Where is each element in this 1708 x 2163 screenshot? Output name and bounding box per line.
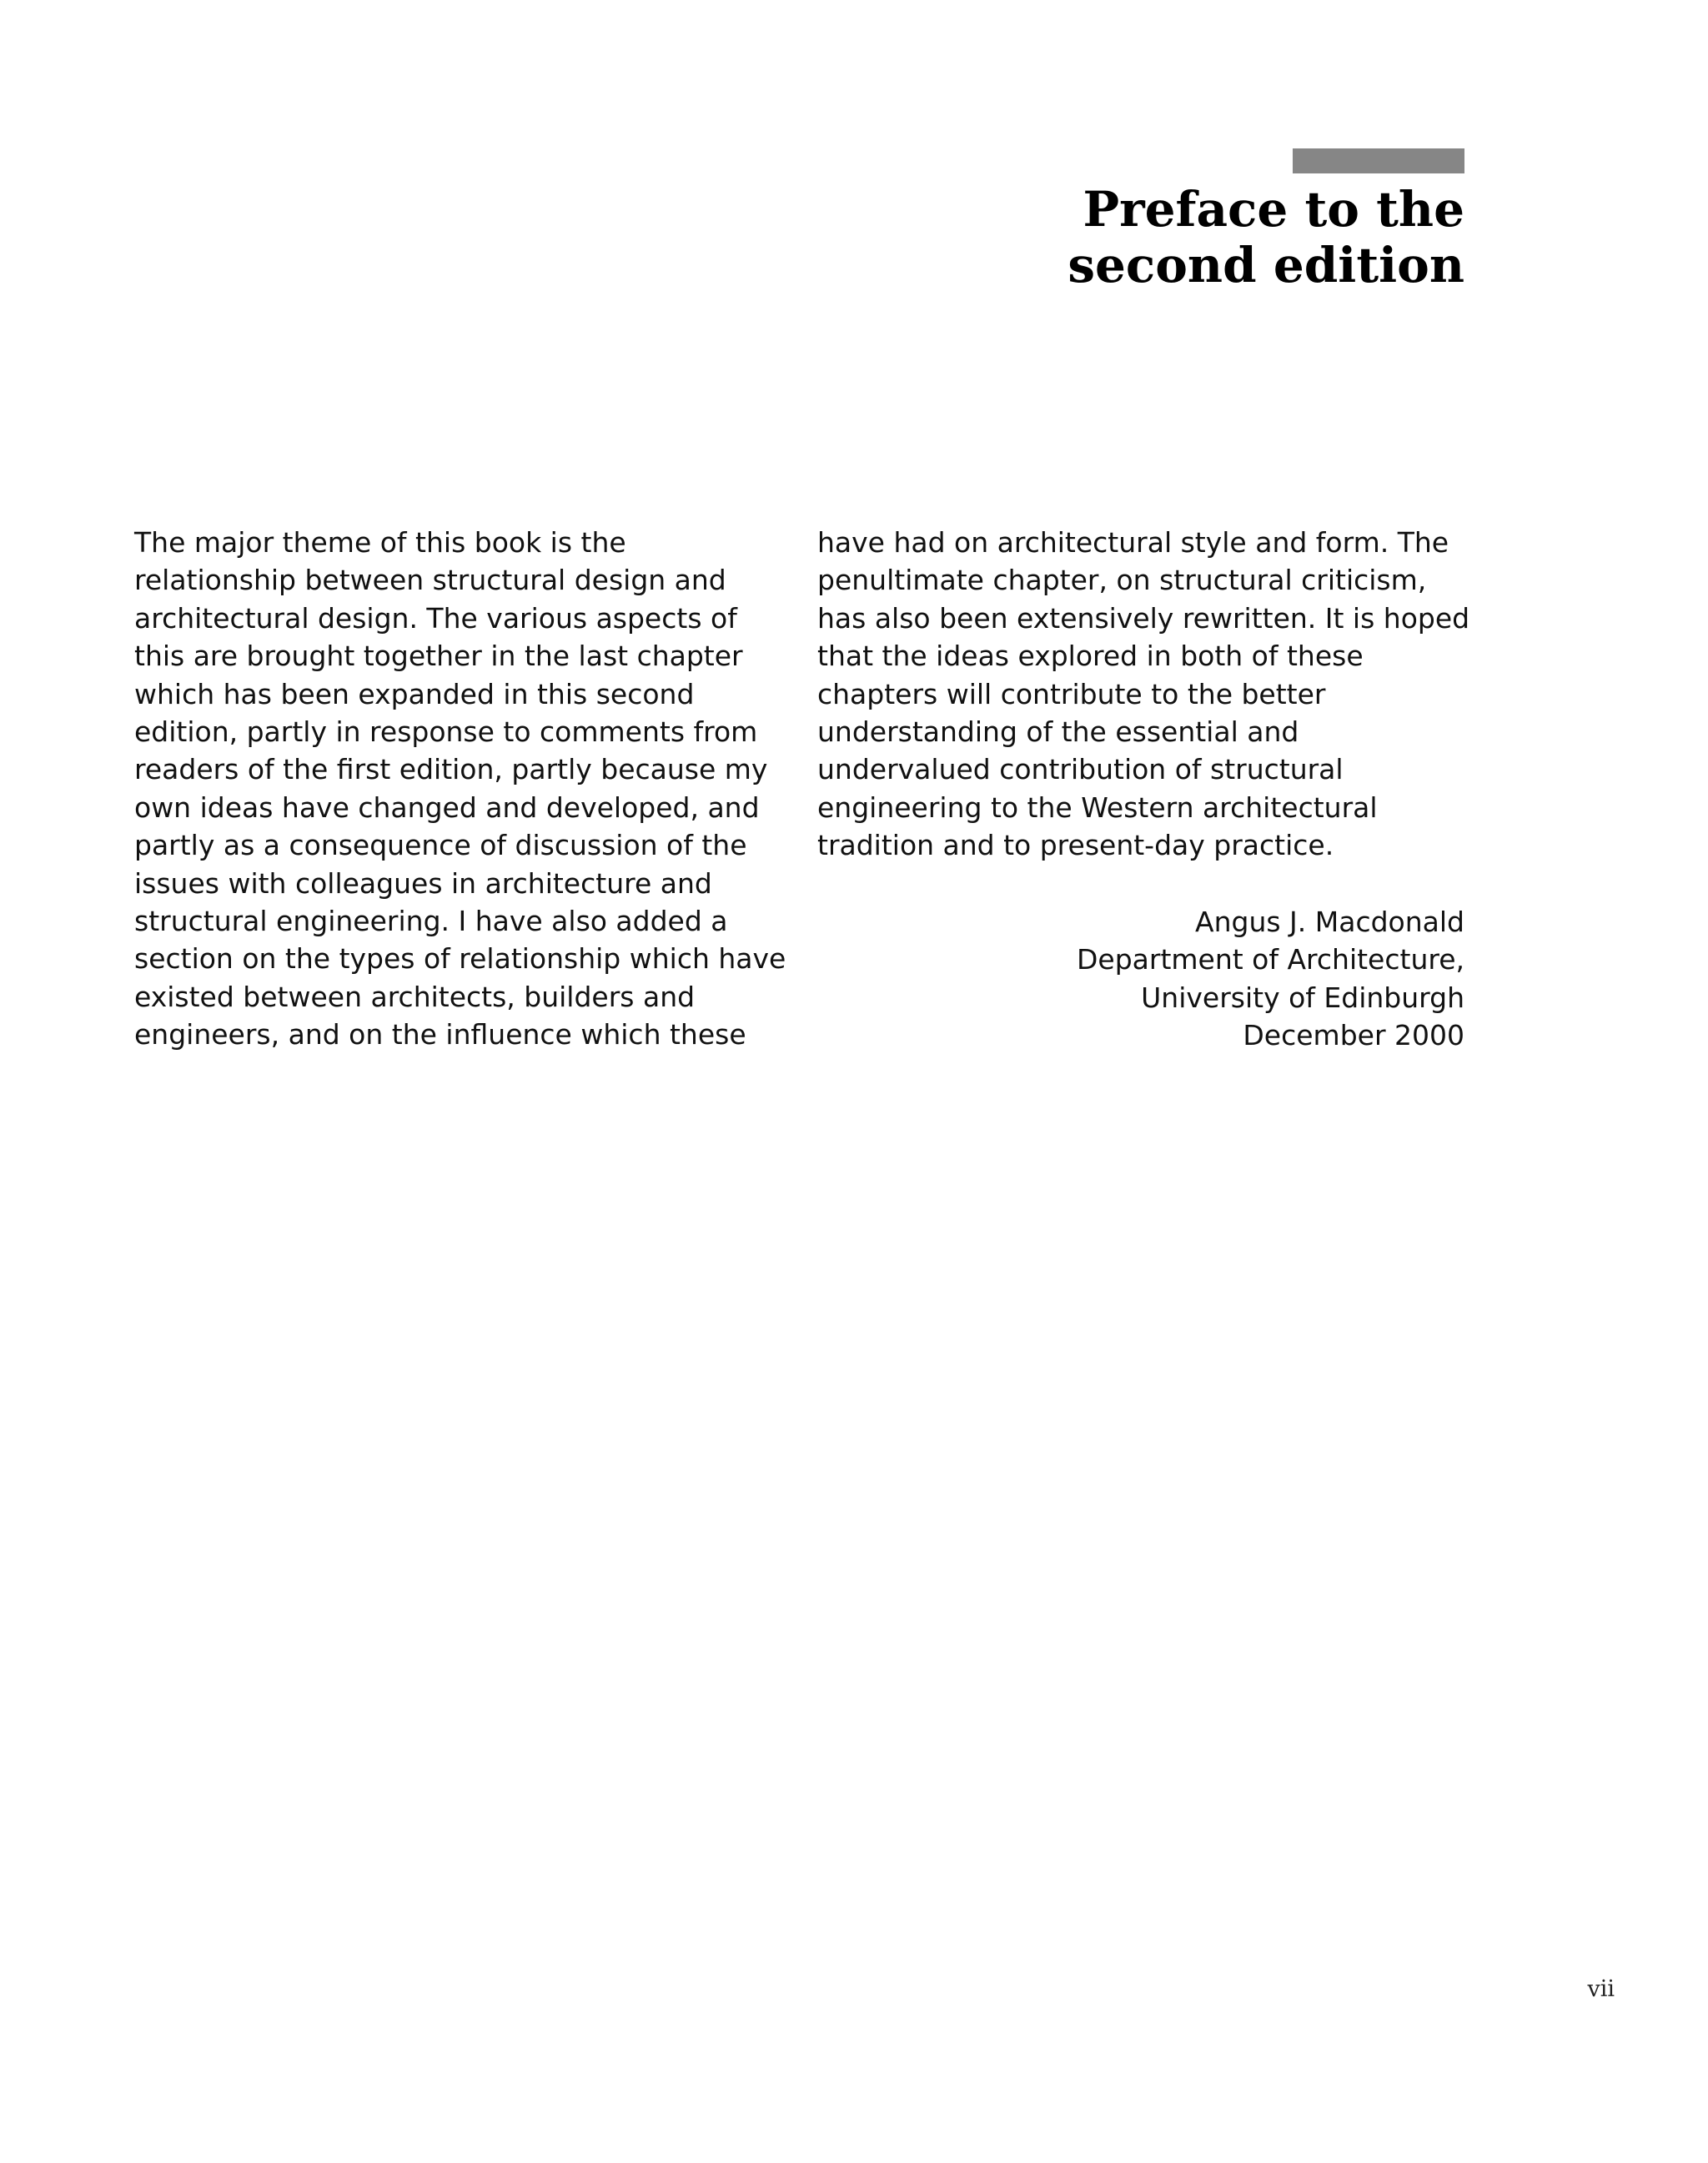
text-line: tradition and to present-day practice. — [817, 829, 1334, 862]
page-title-line-2: second edition — [1068, 237, 1464, 294]
text-line: readers of the first edition, partly because my — [134, 753, 768, 786]
title-accent-bar — [1293, 148, 1464, 173]
text-line: partly as a consequence of discussion of the — [134, 829, 747, 862]
text-line: have had on architectural style and form. The — [817, 526, 1449, 559]
text-line: has also been extensively rewritten. It is hoped — [817, 601, 1470, 635]
text-line: own ideas have changed and developed, and — [134, 790, 760, 824]
text-line: relationship between structural design and — [134, 564, 726, 597]
preface-date: December 2000 — [1243, 1019, 1464, 1052]
page-title — [714, 182, 1464, 294]
author-department: Department of Architecture, — [1077, 943, 1464, 976]
text-line: existed between architects, builders and — [134, 980, 696, 1013]
text-line: that the ideas explored in both of these — [817, 640, 1364, 673]
text-line: section on the types of relationship which have — [134, 942, 786, 976]
page-title-line-1: Preface to the — [1083, 181, 1464, 238]
text-line: penultimate chapter, on structural criticism, — [817, 564, 1427, 597]
text-line: which has been expanded in this second — [134, 677, 695, 710]
author-signature — [881, 903, 1464, 1055]
text-line: issues with colleagues in architecture and — [134, 866, 712, 900]
text-line: The major theme of this book is the — [134, 526, 626, 559]
text-line: undervalued contribution of structural — [817, 753, 1344, 786]
text-line: chapters will contribute to the better — [817, 677, 1326, 710]
text-line: understanding of the essential and — [817, 715, 1299, 749]
page-number: vii — [1587, 1976, 1615, 2002]
text-line: structural engineering. I have also added a — [134, 905, 728, 938]
text-line: engineers, and on the influence which these — [134, 1018, 746, 1051]
text-line: architectural design. The various aspects of — [134, 601, 737, 635]
body-column-left — [134, 524, 793, 1054]
author-name: Angus J. Macdonald — [1195, 906, 1464, 938]
body-column-right — [817, 524, 1470, 865]
text-line: this are brought together in the last chapter — [134, 640, 743, 673]
author-institution: University of Edinburgh — [1141, 981, 1464, 1014]
text-line: edition, partly in response to comments from — [134, 715, 758, 749]
text-line: engineering to the Western architectural — [817, 790, 1378, 824]
